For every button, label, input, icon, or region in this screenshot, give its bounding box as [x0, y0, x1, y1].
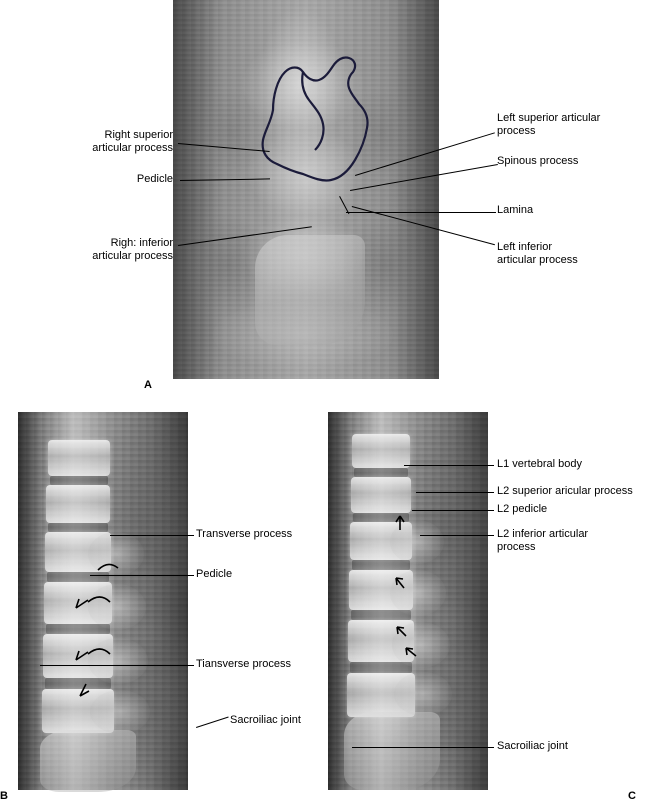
label-b-sacroiliac-joint: Sacroiliac joint [230, 714, 301, 726]
label-c-l2-inferior-articular-process: L2 inferior articular process [497, 528, 589, 553]
leader-line [110, 535, 194, 536]
vertebral-body [351, 477, 411, 513]
label-c-l2-pedicle: L2 pedicle [497, 503, 548, 515]
label-b-pedicle: Pedicle [196, 568, 233, 580]
label-left-superior-articular-process: Left superior articular process [497, 112, 601, 137]
leader-line [404, 465, 494, 466]
intervertebral-disc [48, 523, 108, 532]
intervertebral-disc [352, 560, 410, 570]
figure-panel-c [328, 412, 658, 800]
sacrum-shadow [344, 712, 440, 790]
label-b-transverse-process-1: Transverse process [196, 528, 293, 540]
panel-letter-b: B [0, 790, 8, 800]
sacrum-shadow [40, 730, 136, 792]
vertebral-body [46, 485, 110, 523]
leader-line [40, 665, 194, 666]
posterior-element-shadow [394, 672, 452, 716]
leader-line [412, 510, 494, 511]
leader-line [90, 575, 194, 576]
posterior-element-shadow [90, 690, 150, 734]
label-left-inferior-articular-process: Left inferior articular process [497, 241, 578, 266]
posterior-element-shadow [390, 570, 446, 616]
intervertebral-disc [354, 468, 408, 477]
bone-shadow [248, 130, 363, 215]
label-c-l2-superior-articular-process: L2 superior aricular process [497, 485, 633, 497]
panel-b-radiograph [18, 412, 188, 790]
intervertebral-disc [350, 662, 412, 673]
intervertebral-disc [47, 572, 109, 582]
leader-line [420, 535, 494, 536]
panel-a-radiograph [173, 0, 439, 379]
posterior-element-shadow [88, 638, 148, 684]
panel-c-radiograph [328, 412, 488, 790]
figure-panel-a [0, 0, 658, 392]
leader-line [352, 747, 494, 748]
bone-shadow [243, 40, 363, 130]
label-lamina: Lamina [497, 204, 534, 216]
label-right-inferior-articular-process: Righ: inferior articular process [92, 237, 173, 262]
posterior-element-shadow [88, 532, 144, 576]
label-spinous-process: Spinous process [497, 155, 579, 167]
intervertebral-disc [353, 513, 409, 522]
posterior-element-shadow [392, 622, 450, 668]
leader-line [416, 492, 494, 493]
label-pedicle: Pedicle [136, 173, 173, 185]
label-b-transverse-process-2: Tiansverse process [196, 658, 291, 670]
label-c-l1-vertebral-body: L1 vertebral body [497, 458, 582, 470]
panel-letter-a: A [144, 379, 152, 391]
figure-panel-b [0, 412, 330, 800]
label-c-sacroiliac-joint: Sacroiliac joint [497, 740, 568, 752]
label-right-superior-articular-process: Right superior articular process [92, 129, 173, 154]
leader-line [346, 212, 496, 213]
vertebral-body [352, 434, 410, 468]
vertebral-body [48, 440, 110, 476]
intervertebral-disc [50, 476, 108, 485]
posterior-element-shadow [88, 584, 146, 630]
bone-shadow [213, 300, 393, 370]
posterior-element-shadow [390, 520, 444, 564]
panel-letter-c: C [628, 790, 636, 800]
